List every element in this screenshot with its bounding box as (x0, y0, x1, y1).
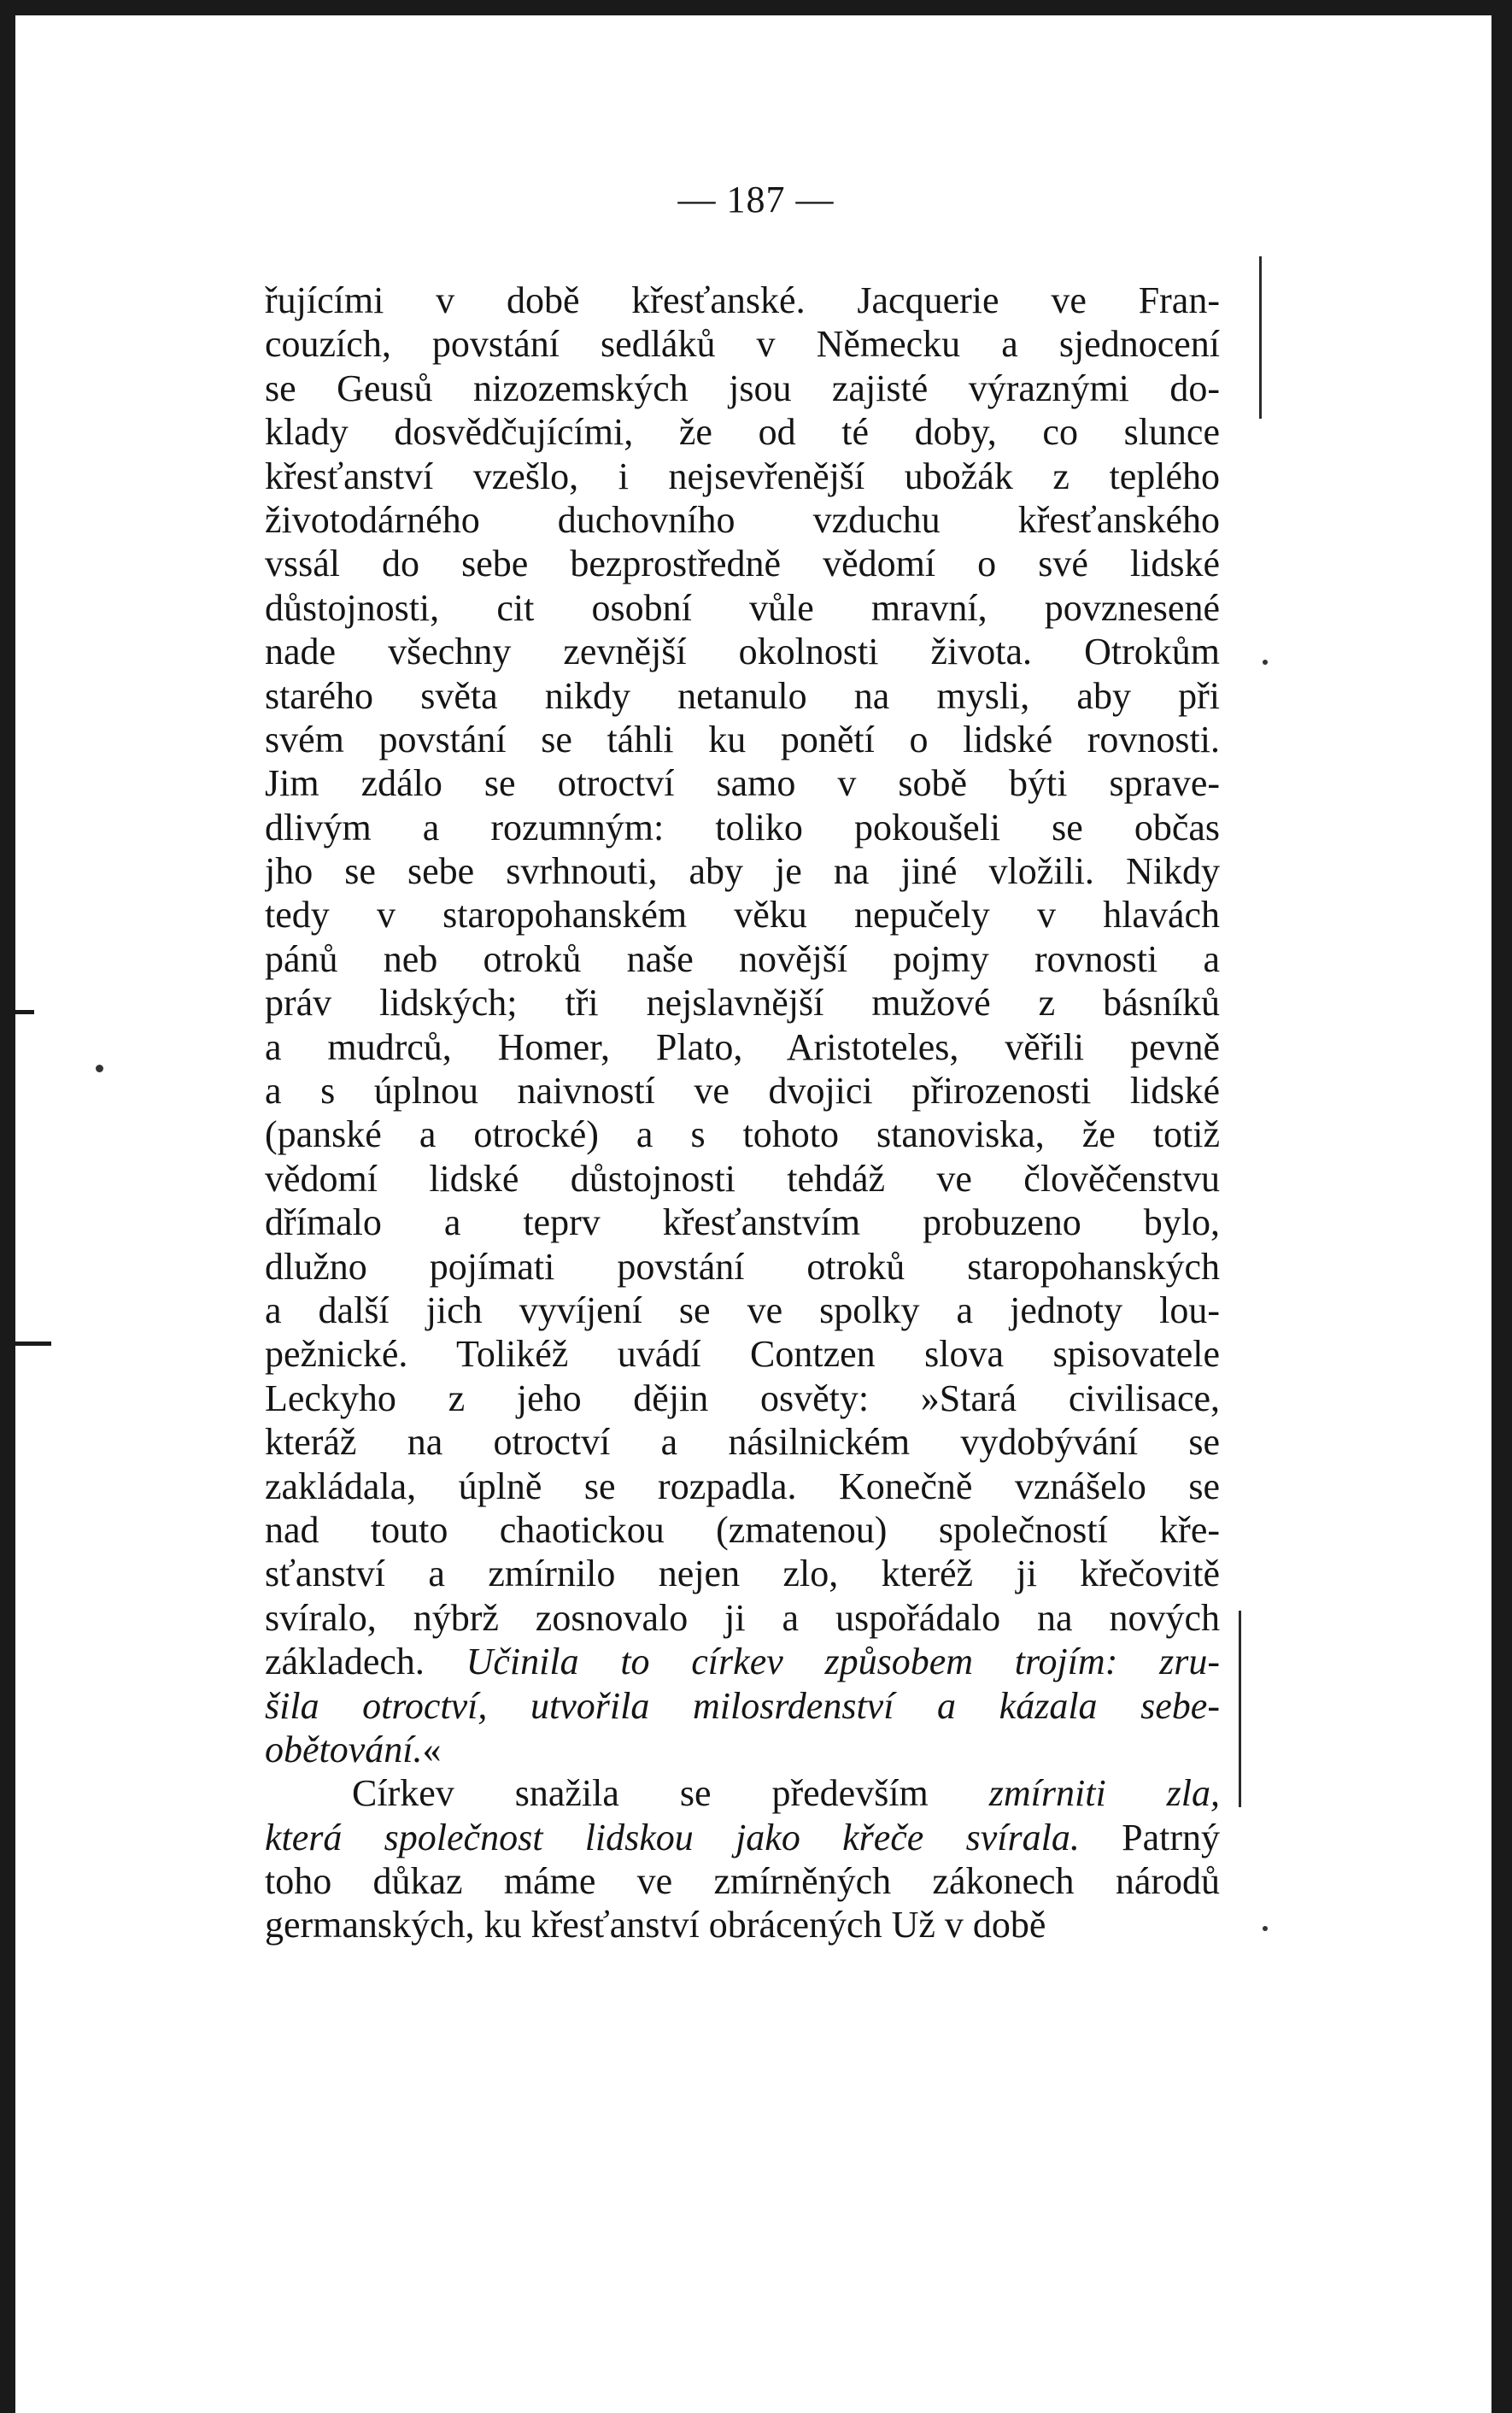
text-run: jho se sebe svrhnouti, aby je na jiné vložili. Nikdy (265, 850, 1220, 893)
text-run: tedy v staropohanském věku nepučely v hlavách (265, 894, 1220, 936)
text-line (265, 630, 1220, 673)
scan-border-top (0, 0, 1512, 15)
margin-rule-lower (1239, 1611, 1241, 1807)
text-run: vssál do sebe bezprostředně vědomí o své lidské (265, 543, 1220, 585)
text-run: pežnické. Tolikéž uvádí Contzen slova spisovatele (265, 1333, 1220, 1376)
text-run: starého světa nikdy netanulo na mysli, aby při (265, 674, 1220, 717)
text-line (265, 279, 1220, 322)
text-line (265, 322, 1220, 366)
text-run: dlužno pojímati povstání otroků staropohanských (265, 1245, 1220, 1288)
text-line (265, 761, 1220, 805)
text-line (265, 542, 1220, 585)
body-text (265, 279, 1220, 1947)
text-line (265, 410, 1220, 454)
italic-text: obětování. (265, 1728, 423, 1770)
text-run: Leckyho z jeho dějin osvěty: »Stará civilisace, (265, 1377, 1220, 1419)
text-run: germanských, ku křesťanství obrácených Už v době (265, 1904, 1046, 1946)
text-line (265, 498, 1220, 542)
text-line (265, 1420, 1220, 1464)
text-line (265, 806, 1220, 849)
text-run: dřímalo a teprv křesťanstvím probuzeno bylo, (265, 1201, 1220, 1244)
text-run: a s úplnou naivností ve dvojici přirozenosti lidské (265, 1070, 1220, 1113)
text-run: nade všechny zevnější okolnosti života. Otrokům (265, 631, 1220, 673)
text-line (265, 1025, 1220, 1069)
scan-border-left (0, 0, 15, 2413)
text-line (265, 1771, 1220, 1815)
text-line (265, 1859, 1220, 1903)
text-run: Patrný (1079, 1816, 1220, 1858)
text-run: « (422, 1728, 442, 1770)
text-line (265, 1245, 1220, 1289)
text-line (265, 1465, 1220, 1508)
text-run: dlivým a rozumným: toliko pokoušeli se občas (265, 806, 1220, 848)
text-line (265, 586, 1220, 630)
text-line (265, 1728, 1220, 1771)
text-run: sťanství a zmírnilo nejen zlo, kteréž ji křečovitě (265, 1553, 1220, 1595)
text-line (265, 1508, 1220, 1552)
text-line (265, 1113, 1220, 1156)
text-line (265, 455, 1220, 498)
text-run: kteráž na otroctví a násilnickém vydobývání se (265, 1421, 1220, 1464)
text-run: řujícími v době křesťanské. Jacquerie ve Fran- (265, 279, 1220, 321)
text-run: životodárného duchovního vzduchu křesťanského (265, 498, 1220, 541)
scan-border-right (1491, 0, 1512, 2413)
text-line (265, 849, 1220, 893)
text-line (265, 1289, 1220, 1332)
text-line (265, 893, 1220, 936)
text-run: zakládala, úplně se rozpadla. Konečně vznášelo se (265, 1465, 1220, 1507)
text-line (265, 1816, 1220, 1859)
text-line (265, 1552, 1220, 1595)
text-line (265, 1684, 1220, 1728)
text-run: toho důkaz máme ve zmírněných zákonech národů (265, 1860, 1220, 1903)
text-line (265, 1903, 1220, 1946)
italic-text: která společnost lidskou jako křeče svírala. (265, 1816, 1080, 1858)
text-line (265, 1201, 1220, 1244)
page-number: — 187 — (677, 179, 835, 220)
italic-text: Učinila to církev způsobem trojím: zru- (466, 1641, 1220, 1683)
text-run: základech. (265, 1641, 466, 1683)
text-run: důstojnosti, cit osobní vůle mravní, povznesené (265, 586, 1220, 629)
margin-speck-right (1263, 660, 1268, 665)
text-run: se Geusů nizozemských jsou zajisté výraznými do- (265, 367, 1220, 409)
text-line (265, 937, 1220, 981)
text-line (265, 367, 1220, 410)
text-run: a další jich vyvíjení se ve spolky a jednoty lou- (265, 1289, 1220, 1331)
text-run: práv lidských; tři nejslavnější mužové z básníků (265, 982, 1220, 1024)
italic-text: šila otroctví, utvořila milosrdenství a kázala sebe- (265, 1684, 1220, 1727)
text-run: svém povstání se táhli ku ponětí o lidské rovnosti. (265, 718, 1220, 760)
text-line (265, 1332, 1220, 1376)
text-line (265, 1377, 1220, 1420)
margin-rule-upper (1259, 256, 1262, 419)
text-line (265, 981, 1220, 1024)
text-line (265, 1157, 1220, 1201)
text-run: klady dosvědčujícími, že od té doby, co slunce (265, 411, 1220, 454)
edge-mark-lower (0, 1342, 51, 1346)
text-run: a mudrců, Homer, Plato, Aristoteles, věřili pevně (265, 1025, 1220, 1068)
margin-speck-left (96, 1065, 103, 1072)
italic-text: zmírniti zla, (988, 1772, 1220, 1815)
text-line (265, 1069, 1220, 1113)
text-run: Jim zdálo se otroctví samo v sobě býti sprave- (265, 762, 1220, 805)
text-run: Církev snažila se především (352, 1772, 989, 1815)
text-run: vědomí lidské důstojnosti tehdáž ve člověčenstvu (265, 1157, 1220, 1200)
text-line (265, 1640, 1220, 1683)
edge-mark-upper (0, 1010, 34, 1014)
margin-speck-right-lower (1263, 1926, 1268, 1931)
text-line (265, 718, 1220, 761)
text-run: pánů neb otroků naše novější pojmy rovnosti a (265, 937, 1220, 980)
text-run: couzích, povstání sedláků v Německu a sjednocení (265, 323, 1220, 366)
text-run: nad touto chaotickou (zmatenou) společností kře- (265, 1508, 1220, 1551)
text-run: (panské a otrocké) a s tohoto stanoviska, že totiž (265, 1113, 1220, 1156)
text-run: svíralo, nýbrž zosnovalo ji a uspořádalo na nových (265, 1596, 1220, 1639)
text-line (265, 1596, 1220, 1640)
text-run: křesťanství vzešlo, i nejsevřenější ubožák z teplého (265, 455, 1220, 497)
text-line (265, 674, 1220, 718)
